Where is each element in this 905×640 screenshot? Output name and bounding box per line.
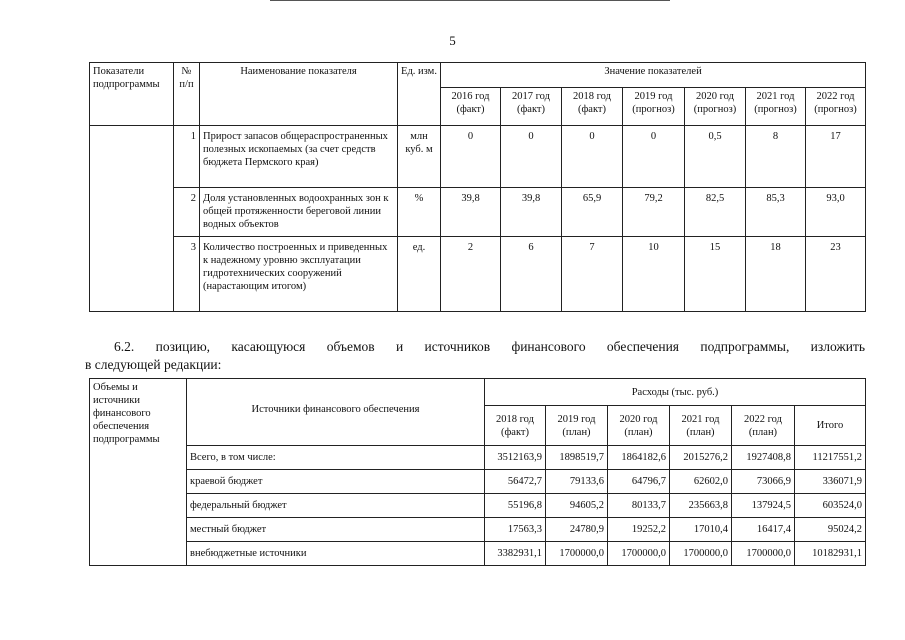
table-row	[90, 542, 866, 566]
row-value: 1898519,7	[546, 446, 608, 470]
row-value: 80133,7	[608, 494, 670, 518]
table-row	[90, 188, 866, 237]
header-indicators: Показатели подпрограммы	[90, 63, 174, 126]
row-name: Прирост запасов общераспространенных полезных ископаемых (за счет средств бюджета Пермского края)	[200, 126, 398, 188]
header-name: Наименование показателя	[200, 63, 398, 126]
row-value: 56472,7	[485, 470, 546, 494]
row-value: 39,8	[501, 188, 562, 237]
financing-label: Объемы и источники финансового обеспечения подпрограммы	[90, 379, 187, 566]
row-value: 64796,7	[608, 470, 670, 494]
row-value: 24780,9	[546, 518, 608, 542]
row-source: местный бюджет	[187, 518, 485, 542]
row-value: 3382931,1	[485, 542, 546, 566]
row-value: 85,3	[746, 188, 806, 237]
header-year: 2020 год (план)	[608, 406, 670, 446]
header-year: 2019 год (план)	[546, 406, 608, 446]
top-rule	[270, 0, 670, 1]
row-value: 19252,2	[608, 518, 670, 542]
header-year: 2022 год (прогноз)	[806, 88, 866, 126]
row-value: 0	[562, 126, 623, 188]
row-no: 2	[174, 188, 200, 237]
row-value: 1700000,0	[670, 542, 732, 566]
row-value: 79,2	[623, 188, 685, 237]
table-row	[90, 494, 866, 518]
table-row	[90, 518, 866, 542]
row-no: 1	[174, 126, 200, 188]
row-value: 15	[685, 237, 746, 312]
row-value: 3512163,9	[485, 446, 546, 470]
amendment-paragraph	[85, 338, 865, 374]
header-total: Итого	[795, 406, 866, 446]
row-value: 0	[441, 126, 501, 188]
header-year: 2018 год (факт)	[562, 88, 623, 126]
row-value: 0	[501, 126, 562, 188]
table-row	[90, 470, 866, 494]
financing-table	[89, 378, 866, 566]
header-year: 2017 год (факт)	[501, 88, 562, 126]
row-value: 0	[623, 126, 685, 188]
header-sources: Источники финансового обеспечения	[187, 379, 485, 446]
row-value: 1700000,0	[546, 542, 608, 566]
page-number: 5	[449, 33, 456, 48]
row-value: 137924,5	[732, 494, 795, 518]
indicators-table	[89, 62, 866, 312]
row-value: 7	[562, 237, 623, 312]
row-value: 94605,2	[546, 494, 608, 518]
header-year: 2022 год (план)	[732, 406, 795, 446]
paragraph-line: 6.2. позицию, касающуюся объемов и источников финансового обеспечения подпрограммы, изложить	[114, 339, 865, 354]
row-value: 2015276,2	[670, 446, 732, 470]
header-year: 2018 год (факт)	[485, 406, 546, 446]
header-year: 2020 год (прогноз)	[685, 88, 746, 126]
row-value: 6	[501, 237, 562, 312]
row-source: краевой бюджет	[187, 470, 485, 494]
row-value: 39,8	[441, 188, 501, 237]
row-value: 73066,9	[732, 470, 795, 494]
header-expenses: Расходы (тыс. руб.)	[485, 379, 866, 406]
row-value: 0,5	[685, 126, 746, 188]
header-year: 2016 год (факт)	[441, 88, 501, 126]
row-value: 79133,6	[546, 470, 608, 494]
row-source: внебюджетные источники	[187, 542, 485, 566]
row-no: 3	[174, 237, 200, 312]
row-value: 65,9	[562, 188, 623, 237]
table-row	[90, 446, 866, 470]
header-year: 2019 год (прогноз)	[623, 88, 685, 126]
row-value: 17	[806, 126, 866, 188]
row-name: Доля установленных водоохранных зон к общей протяженности береговой линии водных объектов	[200, 188, 398, 237]
row-value: 336071,9	[795, 470, 866, 494]
header-year: 2021 год (прогноз)	[746, 88, 806, 126]
row-value: 1864182,6	[608, 446, 670, 470]
indicators-empty-cell	[90, 126, 174, 312]
row-source: Всего, в том числе:	[187, 446, 485, 470]
row-value: 11217551,2	[795, 446, 866, 470]
row-name: Количество построенных и приведенных к надежному уровню эксплуатации гидротехнических сооружений (нарастающим итогом)	[200, 237, 398, 312]
row-value: 2	[441, 237, 501, 312]
header-year: 2021 год (план)	[670, 406, 732, 446]
row-value: 10182931,1	[795, 542, 866, 566]
row-value: 10	[623, 237, 685, 312]
row-source: федеральный бюджет	[187, 494, 485, 518]
row-value: 95024,2	[795, 518, 866, 542]
row-value: 23	[806, 237, 866, 312]
row-value: 93,0	[806, 188, 866, 237]
table-row	[90, 126, 866, 188]
row-value: 603524,0	[795, 494, 866, 518]
row-value: 17563,3	[485, 518, 546, 542]
row-value: 1700000,0	[608, 542, 670, 566]
row-value: 55196,8	[485, 494, 546, 518]
row-unit: млн куб. м	[398, 126, 441, 188]
header-unit: Ед. изм.	[398, 63, 441, 126]
row-value: 1700000,0	[732, 542, 795, 566]
header-no: № п/п	[174, 63, 200, 126]
table-row	[90, 237, 866, 312]
row-value: 1927408,8	[732, 446, 795, 470]
row-value: 17010,4	[670, 518, 732, 542]
row-value: 8	[746, 126, 806, 188]
row-unit: %	[398, 188, 441, 237]
row-unit: ед.	[398, 237, 441, 312]
row-value: 16417,4	[732, 518, 795, 542]
row-value: 235663,8	[670, 494, 732, 518]
row-value: 82,5	[685, 188, 746, 237]
paragraph-line: в следующей редакции:	[85, 357, 222, 372]
header-values: Значение показателей	[441, 63, 866, 88]
row-value: 62602,0	[670, 470, 732, 494]
row-value: 18	[746, 237, 806, 312]
